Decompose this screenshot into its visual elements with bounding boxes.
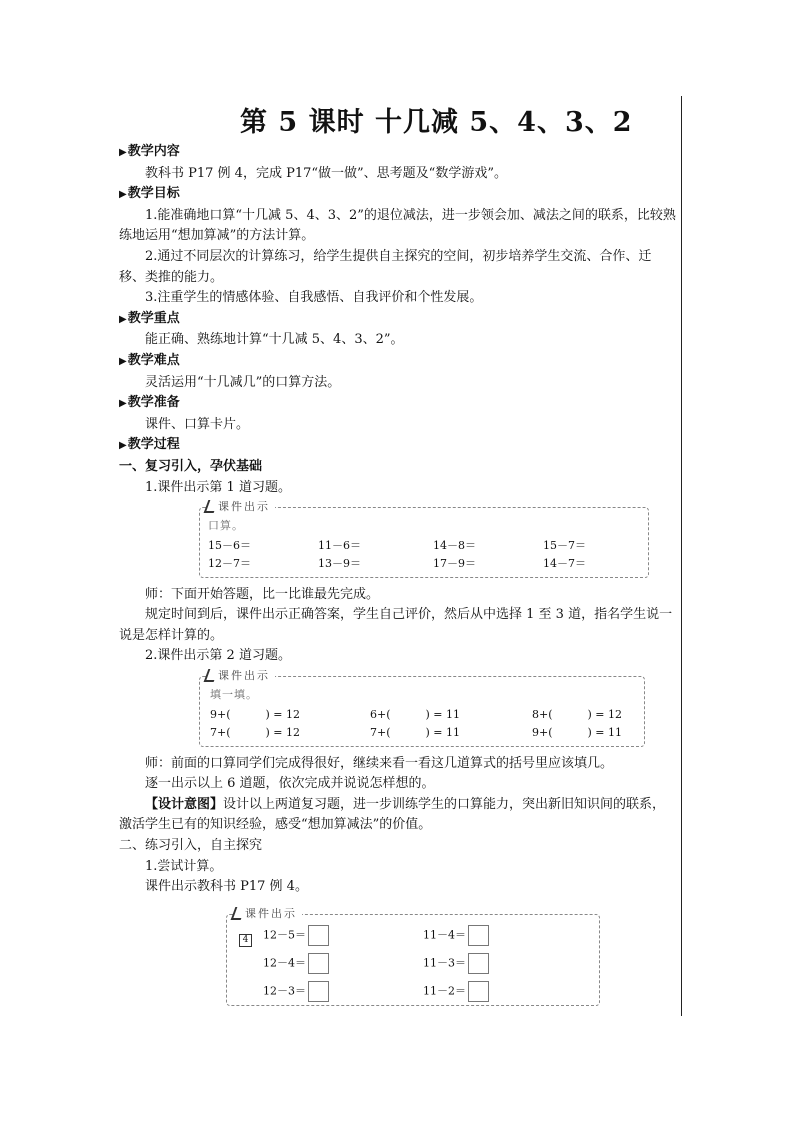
courseware-tag: 课件出示 [206, 497, 275, 518]
calc-item: 11－6＝ [318, 538, 361, 552]
calc-item: 17－9＝ [433, 556, 476, 570]
teacher-line-1: 师：下面开始答题，比一比谁最先完成。 [145, 586, 380, 602]
teacher-line-4: 逐一出示以上 6 道题，依次完成并说说怎样想的。 [145, 776, 435, 792]
example-item: 12－3＝ [263, 981, 329, 1009]
fill-item: 7+( ) = 12 [210, 725, 300, 739]
part1-heading: 一、复习引入，孕伏基础 [119, 458, 263, 474]
part2-item1: 1.尝试计算。 [145, 858, 223, 874]
fill-item: 6+( ) = 11 [370, 707, 460, 721]
teacher-line-3: 师：前面的口算同学们完成得很好，继续来看一看这几道算式的括号里应该填几。 [145, 755, 614, 771]
page-title: 第 5 课时 十几减 5、4、3、2 [240, 107, 633, 138]
triangle-bullet-icon: ▶ [119, 355, 127, 367]
calc-item: 15－7＝ [543, 538, 586, 552]
design-intent [119, 795, 677, 836]
goal-2: 2.通过不同层次的计算练习，给学生提供自主探究的空间，初步培养学生交流、合作、迁移、类推的能力。 [119, 248, 652, 285]
oral-calc-grid [208, 537, 638, 573]
heading-key-points: ▶教学重点 [119, 310, 180, 326]
difficulties-text: 灵活运用“十几减几”的口算方法。 [145, 374, 341, 390]
calc-item: 14－8＝ [433, 538, 476, 552]
triangle-bullet-icon: ▶ [119, 313, 127, 325]
exercise-box-1 [199, 500, 649, 578]
example-item: 12－5＝ [263, 925, 329, 953]
triangle-bullet-icon: ▶ [119, 440, 127, 452]
fill-blank-grid [210, 706, 634, 742]
exercise-box-2 [199, 669, 645, 747]
answer-box [468, 981, 489, 1002]
exercise-instruction: 填一填。 [210, 688, 258, 702]
part1-item2: 2.课件出示第 2 道习题。 [145, 648, 291, 664]
answer-box [468, 953, 489, 974]
content-text: 教科书 P17 例 4，完成 P17“做一做”、思考题及“数学游戏”。 [145, 165, 507, 181]
heading-content: ▶教学内容 [119, 144, 180, 159]
triangle-bullet-icon: ▶ [119, 398, 127, 410]
goal-1: 1.能准确地口算“十几减 5、4、3、2”的退位减法，进一步领会加、减法之间的联系，比较熟练地运用“想加算减”的方法计算。 [119, 207, 676, 244]
goal-3: 3.注重学生的情感体验、自我感悟、自我评价和个性发展。 [145, 290, 483, 306]
example-item: 11－3＝ [423, 953, 489, 981]
answer-box [308, 953, 329, 974]
calc-item: 14－7＝ [543, 556, 586, 570]
design-intent-text: 设计以上两道复习题，进一步训练学生的口算能力，突出新旧知识间的联系，激活学生已有的知识经验，感受“想加算减法”的价值。 [119, 796, 666, 833]
triangle-bullet-icon: ▶ [119, 189, 127, 201]
heading-process: ▶教学过程 [119, 437, 180, 453]
example-left-column [263, 925, 329, 1009]
courseware-tag: 课件出示 [233, 904, 302, 925]
example-item: 11－4＝ [423, 925, 489, 953]
right-margin-line [681, 96, 682, 1016]
answer-box [468, 925, 489, 946]
calc-item: 12－7＝ [208, 556, 251, 570]
calc-item: 13－9＝ [318, 556, 361, 570]
key-points-text: 能正确、熟练地计算“十几减 5、4、3、2”。 [145, 332, 404, 348]
answer-box [308, 981, 329, 1002]
calc-item: 15－6＝ [208, 538, 251, 552]
part2-text1: 课件出示教科书 P17 例 4。 [145, 879, 308, 895]
heading-preparation: ▶教学准备 [119, 395, 180, 411]
heading-difficulties: ▶教学难点 [119, 352, 180, 368]
example-number-badge: 4 [239, 934, 252, 947]
part1-item1: 1.课件出示第 1 道习题。 [145, 479, 291, 495]
design-intent-label: 【设计意图】 [145, 796, 224, 812]
lesson-content [119, 142, 677, 1013]
fill-item: 8+( ) = 12 [532, 707, 622, 721]
example-item: 12－4＝ [263, 953, 329, 981]
triangle-bullet-icon: ▶ [119, 147, 127, 158]
fill-item: 7+( ) = 11 [370, 725, 460, 739]
exercise-instruction: 口算。 [208, 519, 244, 533]
heading-goals: ▶教学目标 [119, 186, 180, 202]
courseware-tag: 课件出示 [206, 666, 275, 687]
example-item: 11－2＝ [423, 981, 489, 1009]
example-box [226, 906, 600, 1006]
example-right-column [423, 925, 489, 1009]
teacher-line-2: 规定时间到后，课件出示正确答案，学生自己评价，然后从中选择 1 至 3 道，指名学生说一说是怎样计算的。 [119, 607, 673, 643]
part2-heading: 二、练习引入，自主探究 [119, 838, 263, 854]
preparation-text: 课件、口算卡片。 [145, 416, 250, 432]
fill-item: 9+( ) = 12 [210, 707, 300, 721]
answer-box [308, 925, 329, 946]
fill-item: 9+( ) = 11 [532, 725, 622, 739]
